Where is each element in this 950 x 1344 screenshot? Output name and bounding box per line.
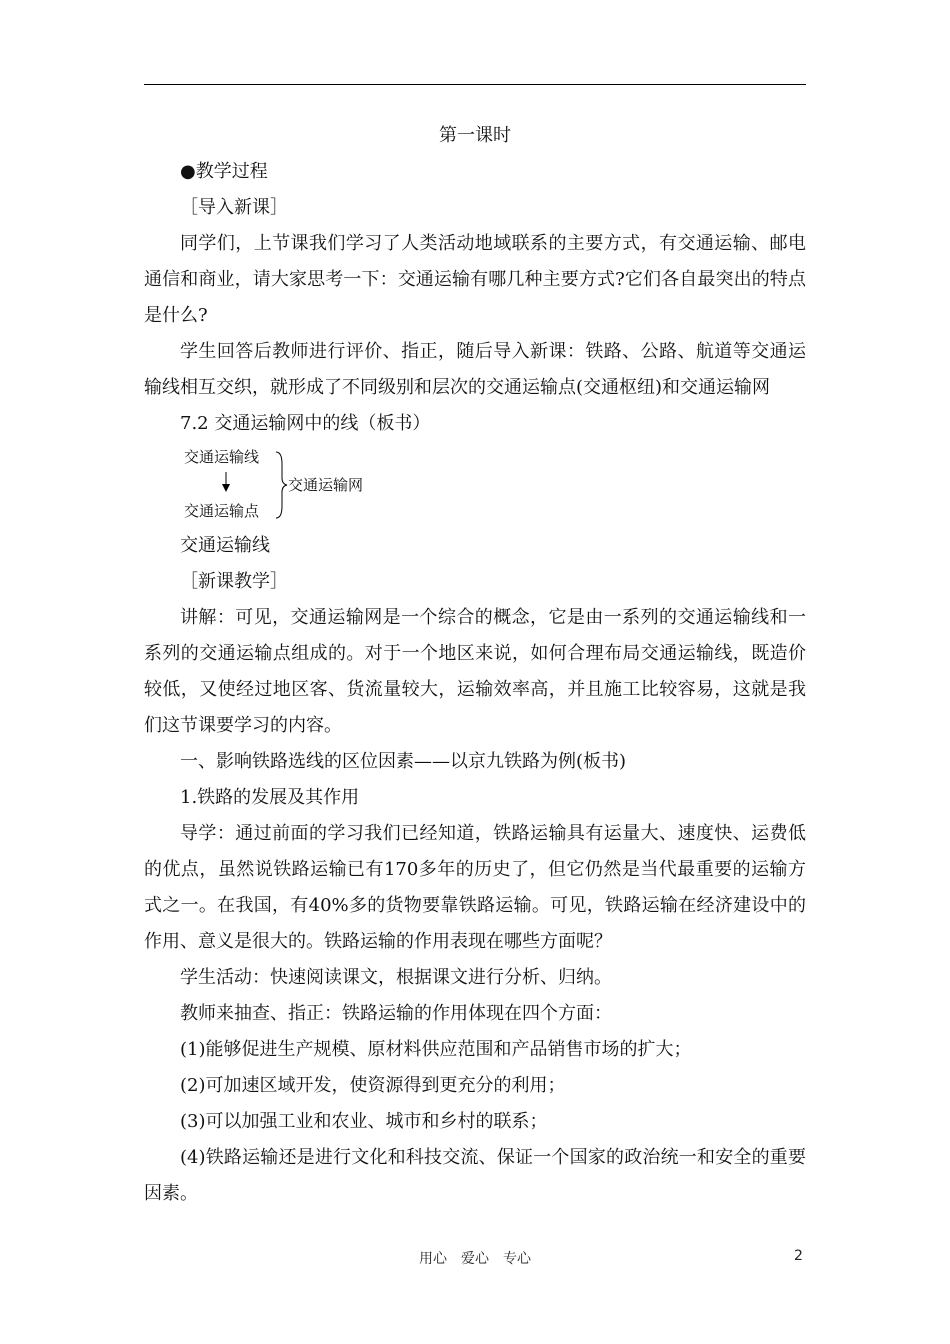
transport-network-diagram (184, 442, 806, 528)
paragraph: 1.铁路的发展及其作用 (180, 787, 360, 808)
down-arrow-icon (220, 472, 232, 494)
paragraph: ［新课教学］ (180, 571, 288, 592)
paragraph: (4)铁路运输还是进行文化和科技交流、保证一个国家的政治统一和安全的重要因素。 (144, 1147, 806, 1204)
paragraph: 同学们，上节课我们学习了人类活动地域联系的主要方式，有交通运输、邮电通信和商业，请大家思考一下：交通运输有哪几种主要方式?它们各自最突出的特点是什么? (144, 233, 806, 326)
diagram-bottom-label: 交通运输点 (184, 502, 260, 520)
diagram-top-label: 交通运输线 (184, 448, 260, 466)
paragraph: 交通运输线 (180, 535, 270, 556)
paragraph: 导学：通过前面的学习我们已经知道，铁路运输具有运量大、速度快、运费低的优点，虽然说铁路运输已有170多年的历史了，但它仍然是当代最重要的运输方式之一。在我国，有40%多的货物要靠铁路运输。可见，铁路运输在经济建设中的作用、意义是很大的。铁路运输的作用表现在哪些方面呢？ (144, 823, 806, 952)
paragraph: 学生活动：快速阅读课文，根据课文进行分析、归纳。 (180, 967, 612, 988)
diagram-right-label: 交通运输网 (288, 476, 364, 494)
paragraph: (2)可加速区域开发，使资源得到更充分的利用； (180, 1075, 566, 1096)
paragraph: 教师来抽查、指正：铁路运输的作用体现在四个方面： (180, 1003, 612, 1024)
page-number: 2 (794, 1248, 803, 1264)
section-title: 第一课时 (439, 125, 511, 146)
paragraph: 讲解：可见，交通运输网是一个综合的概念，它是由一系列的交通运输线和一系列的交通运输点组成的。对于一个地区来说，如何合理布局交通运输线，既造价较低，又使经过地区客、货流量较大，运输效率高，并且施工比较容易，这就是我们这节课要学习的内容。 (144, 607, 806, 736)
paragraph: (1)能够促进生产规模、原材料供应范围和产品销售市场的扩大； (180, 1039, 692, 1060)
paragraph: ●教学过程 (180, 161, 268, 182)
paragraph: (3)可以加强工业和农业、城市和乡村的联系； (180, 1111, 548, 1132)
page-footer: 用心 爱心 专心 (419, 1251, 531, 1267)
paragraph: 学生回答后教师进行评价、指正，随后导入新课：铁路、公路、航道等交通运输线相互交织，就形成了不同级别和层次的交通运输点(交通枢纽)和交通运输网 (144, 341, 806, 398)
paragraph: ［导入新课］ (180, 197, 288, 218)
document-body (144, 118, 806, 1212)
paragraph: 7.2 交通运输网中的线（板书） (180, 413, 431, 434)
header-rule (144, 84, 806, 85)
paragraph: 一、影响铁路选线的区位因素——以京九铁路为例(板书) (180, 751, 627, 772)
right-brace-icon (274, 450, 288, 520)
